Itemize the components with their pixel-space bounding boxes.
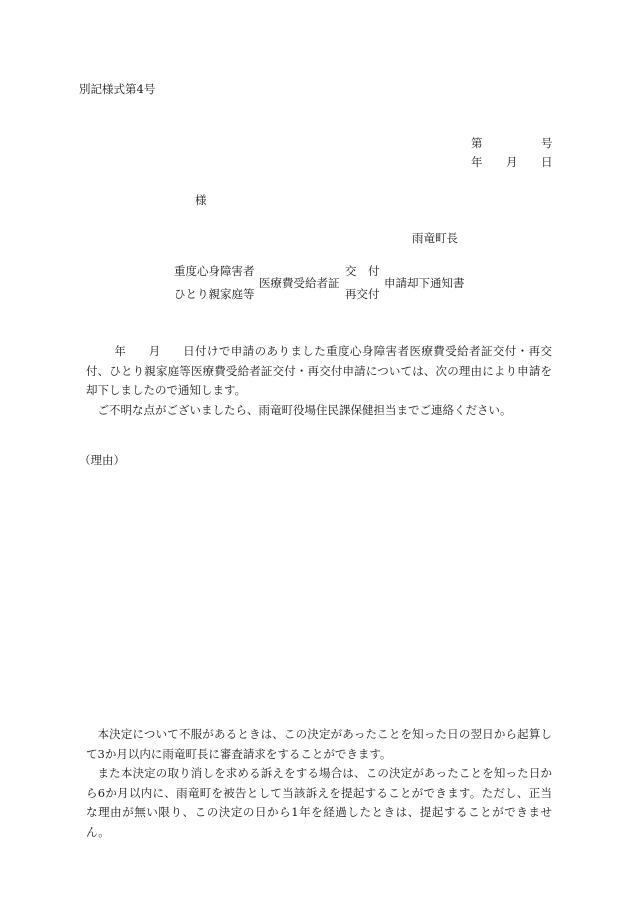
reason-label: （理由）: [79, 453, 125, 467]
date-day: 日: [541, 155, 553, 169]
title-type-2: 再交付: [345, 287, 380, 301]
title-notice: 申請却下通知書: [384, 276, 465, 290]
doc-number-suffix: 号: [541, 136, 553, 150]
appeal-paragraph-2: また本決定の取り消しを求める訴えをする場合は、この決定があったことを知った日から6か月以内に、雨竜町を被告として当該訴えを提起することができます。ただし、正当な理由が無い限り、この決定の日から1年を経過したときは、提起することができません。: [86, 766, 552, 839]
title-type-1: 交 付: [345, 264, 380, 278]
appeal-text: [86, 725, 552, 842]
appeal-paragraph-1: 本決定について不服があるときは、この決定があったことを知った日の翌日から起算して3か月以内に雨竜町長に審査請求をすることができます。: [86, 727, 552, 761]
title-target-1: 重度心身障害者: [174, 264, 255, 278]
body-paragraph-2: ご不明な点がございましたら、雨竜町役場住民課保健担当までご連絡ください。: [97, 402, 512, 417]
title-target-2: ひとり親家庭等: [174, 287, 255, 301]
doc-number-prefix: 第: [471, 136, 483, 150]
body-text: [86, 342, 552, 420]
title-certificate: 医療費受給者証: [259, 276, 340, 290]
body-date-month: 月: [148, 344, 161, 358]
body-paragraph-1: 日付けで申請のありました重度心身障害者医療費受給者証交付・再交付、ひとり親家庭等医療費受給者証交付・再交付申請については、次の理由により申請を却下しましたので通知します。: [86, 344, 553, 397]
date-month: 月: [506, 155, 518, 169]
form-id: 別記様式第4号: [79, 82, 156, 96]
issuer: 雨竜町長: [412, 231, 458, 245]
date-year: 年: [471, 155, 483, 169]
body-date-year: 年: [114, 344, 127, 358]
addressee-suffix: 様: [195, 193, 207, 207]
